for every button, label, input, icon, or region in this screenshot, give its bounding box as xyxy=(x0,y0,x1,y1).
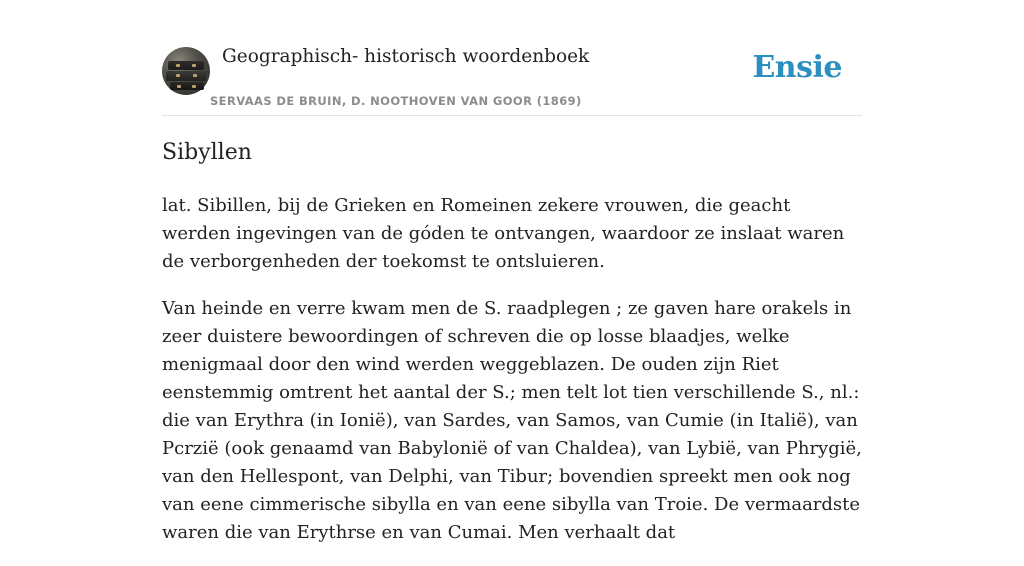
spine-band xyxy=(192,85,196,88)
book-spine xyxy=(166,71,206,81)
entry-paragraph: lat. Sibillen, bij de Grieken en Romeinen zekere vrouwen, die geacht werden ingevingen van de góden te ontvangen, waardoor ze inslaat waren de verborgenheden der toekomst te ontsluieren. xyxy=(162,195,845,272)
entry-body xyxy=(162,192,862,566)
source-header xyxy=(162,0,862,116)
spine-band xyxy=(193,74,197,77)
book-spine xyxy=(170,82,204,90)
spine-band xyxy=(192,64,196,67)
spine-band xyxy=(176,74,180,77)
entry-title: Sibyllen xyxy=(162,140,252,165)
spine-band xyxy=(176,64,180,67)
ensie-logo-link[interactable]: Ensie xyxy=(752,50,842,85)
book-stack-icon[interactable] xyxy=(162,47,210,95)
content-column xyxy=(162,0,862,543)
source-title-link[interactable]: Geographisch- historisch woordenboek xyxy=(222,46,590,67)
book-spine xyxy=(168,61,204,70)
source-author-link[interactable]: SERVAAS DE BRUIN, D. NOOTHOVEN VAN GOOR (1869) xyxy=(210,94,582,108)
spine-band xyxy=(177,85,181,88)
entry-paragraph: Van heinde en verre kwam men de S. raadplegen ; ze gaven hare orakels in zeer duistere bewoordingen of schreven die op losse blaadjes, welke menigmaal door den wind werden weggeblazen. De ouden zijn Riet eenstemmig omtrent het aantal der S.; men telt lot tien verschillende S., nl.: die van Erythra (in Ionië), van Sardes, van Samos, van Cumie (in Italië), van Pcrzië (ook genaamd van Babylonië of van Chaldea), van Lybië, van Phrygië, van den Hellespont, van Delphi, van Tibur; bovendien spreekt men ook nog van eene cimmerische sibylla en van eene sibylla van Troie. De vermaardste waren die van Erythrse en van Cumai. Men verhaalt dat xyxy=(162,298,862,543)
